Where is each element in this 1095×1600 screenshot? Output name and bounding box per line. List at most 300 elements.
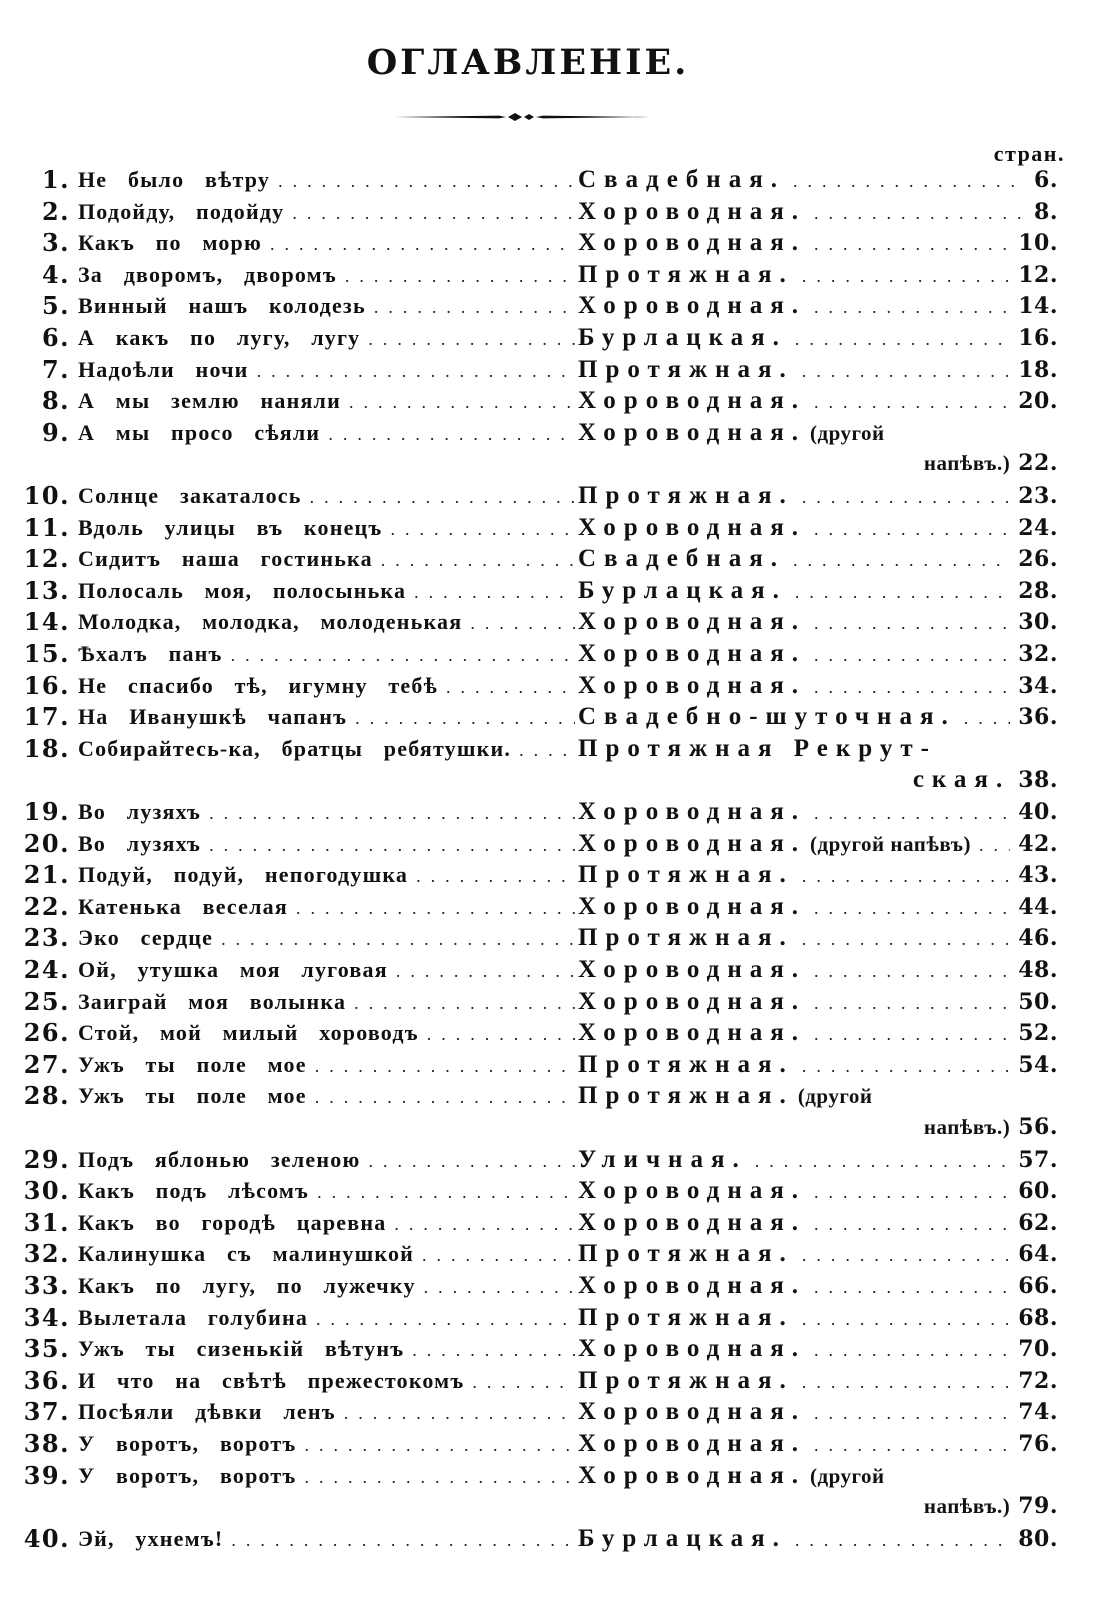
entry-genre-cell bbox=[578, 575, 1058, 609]
entry-genre: Хороводная. bbox=[578, 798, 807, 825]
entry-genre-cell bbox=[578, 1428, 1058, 1462]
entry-title-cell bbox=[78, 1238, 575, 1272]
toc-entry bbox=[0, 986, 1095, 1018]
entry-genre: Протяжная. bbox=[578, 1240, 794, 1268]
entry-title-cell bbox=[78, 322, 575, 356]
entry-genre: Хороводная. bbox=[578, 229, 807, 257]
entry-page-number: 24. bbox=[1018, 514, 1058, 541]
entry-title: Калинушка съ малинушкой bbox=[78, 1241, 415, 1267]
toc-entry bbox=[0, 638, 1095, 670]
entry-page-number: 22. bbox=[1018, 450, 1058, 477]
entry-number: 21. bbox=[23, 860, 70, 890]
entry-genre: Хороводная. bbox=[578, 1272, 807, 1299]
entry-page-number: 8. bbox=[1034, 198, 1058, 225]
entry-page-number: 23. bbox=[1018, 483, 1058, 509]
toc-entry bbox=[0, 227, 1095, 259]
entry-genre: Хороводная. bbox=[578, 1208, 807, 1236]
entry-number: 32. bbox=[23, 1239, 70, 1269]
dot-leader bbox=[806, 514, 1010, 546]
entry-number: 37. bbox=[23, 1397, 70, 1427]
dot-leader bbox=[201, 798, 575, 830]
entry-number: 20. bbox=[23, 828, 70, 858]
entry-title-cell bbox=[78, 290, 575, 324]
toc-entry bbox=[0, 1207, 1095, 1239]
entry-title: Какъ во городѣ царевна bbox=[78, 1209, 387, 1235]
dot-leader bbox=[806, 1398, 1010, 1430]
toc-entry bbox=[0, 164, 1095, 196]
entry-genre: Хороводная. bbox=[578, 892, 807, 920]
dot-leader bbox=[414, 1240, 575, 1272]
entry-genre-cell bbox=[578, 1049, 1058, 1083]
entry-genre: Протяжная. bbox=[578, 1366, 794, 1394]
entry-genre-cell bbox=[578, 638, 1058, 672]
entry-page-number: 38. bbox=[1018, 767, 1058, 794]
entry-genre-cell bbox=[578, 1175, 1058, 1209]
dot-leader bbox=[806, 1019, 1010, 1051]
entry-number: 27. bbox=[23, 1049, 70, 1079]
dot-leader bbox=[346, 988, 575, 1020]
dot-leader bbox=[806, 893, 1010, 925]
entry-genre: Бурлацкая. bbox=[578, 576, 787, 604]
entry-number: 16. bbox=[23, 670, 70, 700]
toc-entry bbox=[0, 1238, 1095, 1270]
toc-entry bbox=[0, 1270, 1095, 1302]
dot-leader bbox=[308, 1304, 575, 1336]
toc-entry bbox=[0, 796, 1095, 828]
toc-entry bbox=[0, 1017, 1095, 1049]
toc-entry bbox=[0, 701, 1095, 733]
entry-tune-note-continuation: напѣвъ.) bbox=[923, 451, 1011, 476]
dot-leader bbox=[262, 229, 575, 261]
dot-leader bbox=[438, 672, 575, 704]
entry-genre-cell bbox=[578, 954, 1058, 988]
entry-genre: Протяжная. bbox=[578, 924, 794, 952]
toc-entry bbox=[0, 480, 1095, 512]
entry-title-cell bbox=[78, 638, 575, 672]
dot-leader bbox=[347, 703, 575, 735]
dot-leader bbox=[794, 1367, 1010, 1399]
entry-title: Во лузяхъ bbox=[78, 830, 202, 856]
entry-continuation-cell bbox=[578, 448, 1058, 480]
entry-page-number: 26. bbox=[1018, 546, 1058, 573]
entry-genre-cell bbox=[578, 290, 1058, 324]
entry-page-number: 46. bbox=[1018, 925, 1058, 952]
entry-title: Ой, утушка моя луговая bbox=[78, 957, 388, 982]
entry-tune-note: (другой bbox=[797, 1084, 873, 1109]
dot-leader bbox=[806, 956, 1010, 988]
entry-number: 2. bbox=[41, 196, 70, 226]
dot-leader bbox=[806, 198, 1026, 230]
dot-leader bbox=[806, 1430, 1010, 1462]
entry-genre: Бурлацкая. bbox=[578, 1524, 787, 1552]
entry-title: Какъ подъ лѣсомъ bbox=[78, 1178, 310, 1204]
entry-genre: Хороводная. bbox=[578, 1461, 807, 1489]
entry-genre-cell bbox=[578, 227, 1058, 261]
entry-title-cell bbox=[78, 1365, 575, 1399]
entry-genre: Хороводная. bbox=[578, 1335, 807, 1363]
entry-page-number: 79. bbox=[1018, 1493, 1058, 1520]
entry-number: 35. bbox=[23, 1334, 70, 1364]
toc-entry bbox=[0, 354, 1095, 386]
entry-title: Сидитъ наша гостинька bbox=[78, 546, 373, 572]
entry-title-cell bbox=[78, 1270, 575, 1304]
entry-page-number: 60. bbox=[1018, 1178, 1058, 1205]
entry-title-cell bbox=[78, 986, 575, 1020]
entry-tune-note-continuation: напѣвъ.) bbox=[923, 1494, 1011, 1519]
dot-leader bbox=[806, 229, 1010, 261]
entry-genre: Хороводная. bbox=[578, 387, 807, 415]
entry-title-cell bbox=[78, 1523, 575, 1557]
entry-page-number: 74. bbox=[1018, 1399, 1058, 1426]
entry-title-cell bbox=[78, 1428, 575, 1462]
entry-genre-cell bbox=[578, 922, 1058, 956]
dot-leader bbox=[296, 1462, 575, 1494]
dot-leader bbox=[388, 956, 575, 988]
entry-title: За дворомъ, дворомъ bbox=[78, 261, 337, 287]
entry-number: 38. bbox=[23, 1429, 70, 1458]
entry-tune-note: (другой bbox=[810, 420, 885, 445]
entry-genre-cell bbox=[578, 1270, 1058, 1304]
entry-title: Какъ по лугу, по лужечку bbox=[78, 1273, 416, 1298]
entry-title: У воротъ, воротъ bbox=[78, 1431, 297, 1456]
entry-page-number: 70. bbox=[1018, 1336, 1058, 1363]
dot-leader bbox=[806, 1335, 1010, 1367]
entry-genre: Протяжная. bbox=[578, 1050, 794, 1078]
entry-page-number: 14. bbox=[1018, 293, 1058, 320]
entry-title-cell bbox=[78, 259, 575, 293]
toc-entry bbox=[0, 385, 1095, 417]
dot-leader bbox=[360, 1146, 575, 1178]
dot-leader bbox=[462, 608, 575, 640]
entry-title: А какъ по лугу, лугу bbox=[78, 325, 361, 350]
entry-title: А мы просо сѣяли bbox=[78, 419, 321, 445]
entry-number: 10. bbox=[23, 481, 70, 510]
dot-leader bbox=[336, 1398, 575, 1430]
entry-genre-cell bbox=[578, 417, 1058, 450]
toc-entry bbox=[0, 606, 1095, 638]
entry-continuation-cell bbox=[578, 764, 1058, 797]
dot-leader bbox=[794, 482, 1010, 514]
toc-entry bbox=[0, 196, 1095, 228]
entry-page-number: 50. bbox=[1018, 988, 1058, 1015]
entry-genre: Хороводная. bbox=[578, 1430, 807, 1457]
entry-genre: Хороводная. bbox=[578, 956, 807, 983]
entry-title: Эко сердце bbox=[78, 925, 214, 951]
dot-leader bbox=[806, 1177, 1010, 1209]
entry-number: 8. bbox=[41, 386, 70, 416]
toc-entry bbox=[0, 1144, 1095, 1176]
entry-number: 31. bbox=[23, 1207, 70, 1237]
dot-leader bbox=[416, 1272, 575, 1304]
entry-number: 40. bbox=[23, 1523, 70, 1553]
entry-title: И что на свѣтѣ прежестокомъ bbox=[78, 1367, 465, 1393]
dot-leader bbox=[794, 1051, 1010, 1083]
entry-title: Какъ по морю bbox=[78, 230, 262, 256]
entry-title-cell bbox=[78, 1144, 575, 1178]
entry-genre-cell bbox=[578, 891, 1058, 925]
dot-leader bbox=[787, 1525, 1010, 1557]
dot-leader bbox=[309, 1177, 575, 1209]
entry-genre: Хороводная. bbox=[578, 418, 807, 446]
dot-leader bbox=[249, 356, 575, 388]
entry-page-number: 72. bbox=[1018, 1367, 1058, 1394]
entry-genre-cell bbox=[578, 1302, 1058, 1336]
toc-entry bbox=[0, 1428, 1095, 1460]
entry-genre-cell bbox=[578, 354, 1058, 388]
entry-title: Надоѣли ночи bbox=[78, 356, 249, 382]
dot-leader bbox=[785, 166, 1026, 198]
entry-genre: Протяжная. bbox=[578, 482, 794, 509]
entry-genre-cell bbox=[578, 859, 1058, 893]
dot-leader bbox=[419, 1019, 575, 1051]
entry-genre-cell bbox=[578, 670, 1058, 704]
entry-title-cell bbox=[78, 543, 575, 577]
entry-page-number: 16. bbox=[1018, 325, 1058, 351]
entry-title-cell bbox=[78, 828, 575, 862]
dot-leader bbox=[360, 324, 575, 356]
entry-title-cell bbox=[78, 701, 575, 735]
entry-genre: Протяжная. bbox=[578, 1082, 794, 1110]
toc-entry-continuation bbox=[0, 448, 1095, 480]
entry-tune-note-continuation: напѣвъ.) bbox=[923, 1115, 1011, 1139]
entry-title: Ужъ ты поле мое bbox=[78, 1051, 307, 1077]
entry-genre-cell bbox=[578, 543, 1058, 577]
entry-title: А мы землю наняли bbox=[78, 388, 341, 414]
entry-title-cell bbox=[78, 385, 575, 419]
toc-entry bbox=[0, 543, 1095, 575]
entry-number: 29. bbox=[23, 1144, 70, 1174]
entry-page-number: 64. bbox=[1018, 1241, 1058, 1268]
entry-page-number: 6. bbox=[1034, 167, 1058, 193]
toc-entry bbox=[0, 1365, 1095, 1397]
toc-entry bbox=[0, 1302, 1095, 1334]
entry-number: 24. bbox=[23, 955, 70, 984]
entry-genre-cell bbox=[578, 828, 1058, 862]
dot-leader bbox=[794, 924, 1010, 956]
entry-page-number: 34. bbox=[1018, 672, 1058, 699]
entry-page-number: 80. bbox=[1018, 1525, 1058, 1552]
entry-page-number: 30. bbox=[1018, 609, 1058, 636]
entry-title-cell bbox=[78, 1080, 575, 1114]
toc-entry-continuation bbox=[0, 1491, 1095, 1523]
entry-title-cell bbox=[78, 227, 575, 261]
toc-entry-continuation bbox=[0, 764, 1095, 796]
entry-continuation-cell bbox=[578, 1112, 1058, 1144]
entry-title-cell bbox=[78, 859, 575, 893]
entry-title: Ужъ ты поле мое bbox=[78, 1083, 307, 1109]
toc-entry bbox=[0, 733, 1095, 765]
entry-number: 28. bbox=[23, 1081, 70, 1111]
entry-number: 18. bbox=[23, 733, 70, 763]
entry-number: 14. bbox=[23, 607, 70, 637]
entry-title: Стой, мой милый хороводъ bbox=[78, 1020, 419, 1046]
entry-genre: Протяжная. bbox=[578, 861, 794, 889]
entry-number: 12. bbox=[23, 544, 70, 574]
entry-title: Посѣяли дѣвки ленъ bbox=[78, 1399, 336, 1425]
dot-leader bbox=[337, 261, 575, 293]
dot-leader bbox=[288, 893, 575, 925]
entry-genre: Свадебная. bbox=[578, 545, 785, 573]
toc-entry bbox=[0, 1333, 1095, 1365]
entry-title: Не спасибо тѣ, игумну тебѣ bbox=[78, 672, 438, 698]
entry-page-number: 66. bbox=[1018, 1273, 1058, 1299]
dot-leader bbox=[787, 577, 1010, 609]
toc-entry bbox=[0, 1049, 1095, 1081]
entry-page-number: 32. bbox=[1018, 641, 1058, 667]
entry-genre: Хороводная. bbox=[578, 1177, 807, 1205]
dot-leader bbox=[785, 545, 1010, 577]
entry-page-number: 18. bbox=[1018, 356, 1058, 383]
toc-entry bbox=[0, 1175, 1095, 1207]
entry-title-cell bbox=[78, 891, 575, 925]
dot-leader bbox=[806, 1272, 1010, 1304]
entry-genre: Протяжная Рекрут- bbox=[578, 734, 937, 762]
entry-genre-cell bbox=[578, 164, 1058, 198]
dot-leader bbox=[406, 577, 575, 609]
entry-number: 39. bbox=[23, 1460, 70, 1490]
entry-title-cell bbox=[78, 1207, 575, 1241]
dot-leader bbox=[464, 1367, 575, 1399]
entry-tune-note: (другой bbox=[810, 1463, 885, 1488]
entry-genre: Протяжная. bbox=[578, 1303, 794, 1331]
dot-leader bbox=[382, 514, 575, 546]
entry-genre-cell bbox=[578, 606, 1058, 640]
entry-page-number: 56. bbox=[1018, 1114, 1058, 1140]
entry-title: Эй, ухнемъ! bbox=[78, 1525, 224, 1551]
entry-title-cell bbox=[78, 1175, 575, 1209]
entry-page-number: 68. bbox=[1018, 1304, 1058, 1331]
dot-leader bbox=[747, 1146, 1010, 1178]
entry-title: У воротъ, воротъ bbox=[78, 1462, 297, 1488]
dot-leader bbox=[302, 482, 575, 514]
entry-number: 22. bbox=[23, 891, 70, 921]
toc-entry bbox=[0, 1523, 1095, 1555]
entry-genre: Свадебная. bbox=[578, 166, 785, 193]
dot-leader bbox=[223, 640, 575, 672]
dot-leader bbox=[806, 1209, 1010, 1241]
entry-page-number: 52. bbox=[1018, 1020, 1058, 1047]
entry-title: Ѣхалъ панъ bbox=[78, 641, 223, 666]
entry-title-cell bbox=[78, 164, 575, 198]
dot-leader bbox=[794, 861, 1010, 893]
entry-title-cell bbox=[78, 1017, 575, 1051]
dot-leader bbox=[806, 608, 1010, 640]
entry-genre: Хороводная. bbox=[578, 671, 807, 699]
entry-genre-continuation: ская. bbox=[912, 766, 1011, 794]
entry-title-cell bbox=[78, 512, 575, 546]
entry-genre-cell bbox=[578, 480, 1058, 514]
dot-leader bbox=[794, 1304, 1010, 1336]
dot-leader bbox=[201, 830, 575, 862]
entry-title-cell bbox=[78, 796, 575, 830]
toc-entry bbox=[0, 1080, 1095, 1112]
entry-title-cell bbox=[78, 733, 575, 767]
dot-leader bbox=[956, 703, 1011, 735]
entry-number: 11. bbox=[23, 512, 70, 542]
entry-number: 25. bbox=[23, 986, 70, 1016]
entry-title: Заиграй моя волынка bbox=[78, 988, 347, 1014]
entry-genre: Хороводная. bbox=[578, 829, 807, 857]
entry-number: 23. bbox=[23, 923, 70, 953]
entry-title-cell bbox=[78, 606, 575, 640]
entry-genre: Хороводная. bbox=[578, 1019, 807, 1047]
dot-leader bbox=[806, 988, 1010, 1020]
entry-page-number: 62. bbox=[1018, 1209, 1058, 1236]
entry-title-cell bbox=[78, 1396, 575, 1430]
dot-leader bbox=[223, 1525, 575, 1557]
entry-genre-cell bbox=[578, 385, 1058, 419]
entry-genre-cell bbox=[578, 1238, 1058, 1272]
entry-page-number: 12. bbox=[1018, 261, 1058, 288]
toc-entry-continuation bbox=[0, 1112, 1095, 1144]
entry-genre-cell bbox=[578, 1396, 1058, 1430]
entry-genre: Хороводная. bbox=[578, 640, 807, 667]
entry-title-cell bbox=[78, 575, 575, 609]
toc-entry bbox=[0, 512, 1095, 544]
dot-leader bbox=[806, 672, 1010, 704]
entry-number: 34. bbox=[23, 1302, 70, 1332]
dot-leader bbox=[971, 830, 1010, 862]
entry-title: Вдоль улицы въ конецъ bbox=[78, 514, 383, 540]
entry-number: 4. bbox=[41, 259, 70, 289]
entry-genre-cell bbox=[578, 1017, 1058, 1051]
entry-number: 9. bbox=[41, 417, 70, 447]
dot-leader bbox=[307, 1082, 575, 1114]
entry-continuation-cell bbox=[578, 1491, 1058, 1523]
dot-leader bbox=[787, 324, 1010, 356]
dot-leader bbox=[373, 545, 575, 577]
dot-leader bbox=[408, 861, 575, 893]
entry-title: Собирайтесь-ка, братцы ребятушки. bbox=[78, 735, 512, 761]
entry-number: 15. bbox=[23, 639, 70, 668]
dot-leader bbox=[794, 261, 1010, 293]
entry-number: 3. bbox=[41, 228, 70, 258]
entry-title: Во лузяхъ bbox=[78, 799, 202, 824]
entry-genre-cell bbox=[578, 1080, 1058, 1113]
entry-title: Ужъ ты сизенькій вѣтунъ bbox=[78, 1336, 405, 1362]
entry-genre-cell bbox=[578, 1207, 1058, 1241]
entry-number: 26. bbox=[23, 1018, 70, 1048]
entry-title-cell bbox=[78, 480, 575, 514]
dot-leader bbox=[320, 419, 575, 451]
toc-entry bbox=[0, 922, 1095, 954]
entry-page-number: 40. bbox=[1018, 799, 1058, 825]
entry-page-number: 76. bbox=[1018, 1431, 1058, 1457]
entry-title-cell bbox=[78, 1460, 575, 1494]
entry-title: Солнце закаталось bbox=[78, 483, 302, 508]
entry-title-cell bbox=[78, 922, 575, 956]
dot-leader bbox=[806, 292, 1010, 324]
toc-entry bbox=[0, 259, 1095, 291]
entry-title: Вылетала голубина bbox=[78, 1304, 309, 1330]
toc-entry bbox=[0, 1396, 1095, 1428]
entry-title: Винный нашъ колодезь bbox=[78, 293, 366, 319]
entry-genre-cell bbox=[578, 733, 1058, 765]
dot-leader bbox=[806, 798, 1010, 830]
dot-leader bbox=[806, 387, 1010, 419]
dot-leader bbox=[806, 640, 1010, 672]
dot-leader bbox=[270, 166, 575, 198]
entry-genre-cell bbox=[578, 1365, 1058, 1399]
toc-entry bbox=[0, 575, 1095, 607]
toc-entry bbox=[0, 670, 1095, 702]
entry-genre: Протяжная. bbox=[578, 355, 794, 383]
entry-genre-cell bbox=[578, 701, 1058, 735]
entry-number: 6. bbox=[41, 323, 70, 352]
entry-genre: Хороводная. bbox=[578, 987, 807, 1015]
entry-title-cell bbox=[78, 1302, 575, 1336]
entry-page-number: 54. bbox=[1018, 1051, 1058, 1078]
